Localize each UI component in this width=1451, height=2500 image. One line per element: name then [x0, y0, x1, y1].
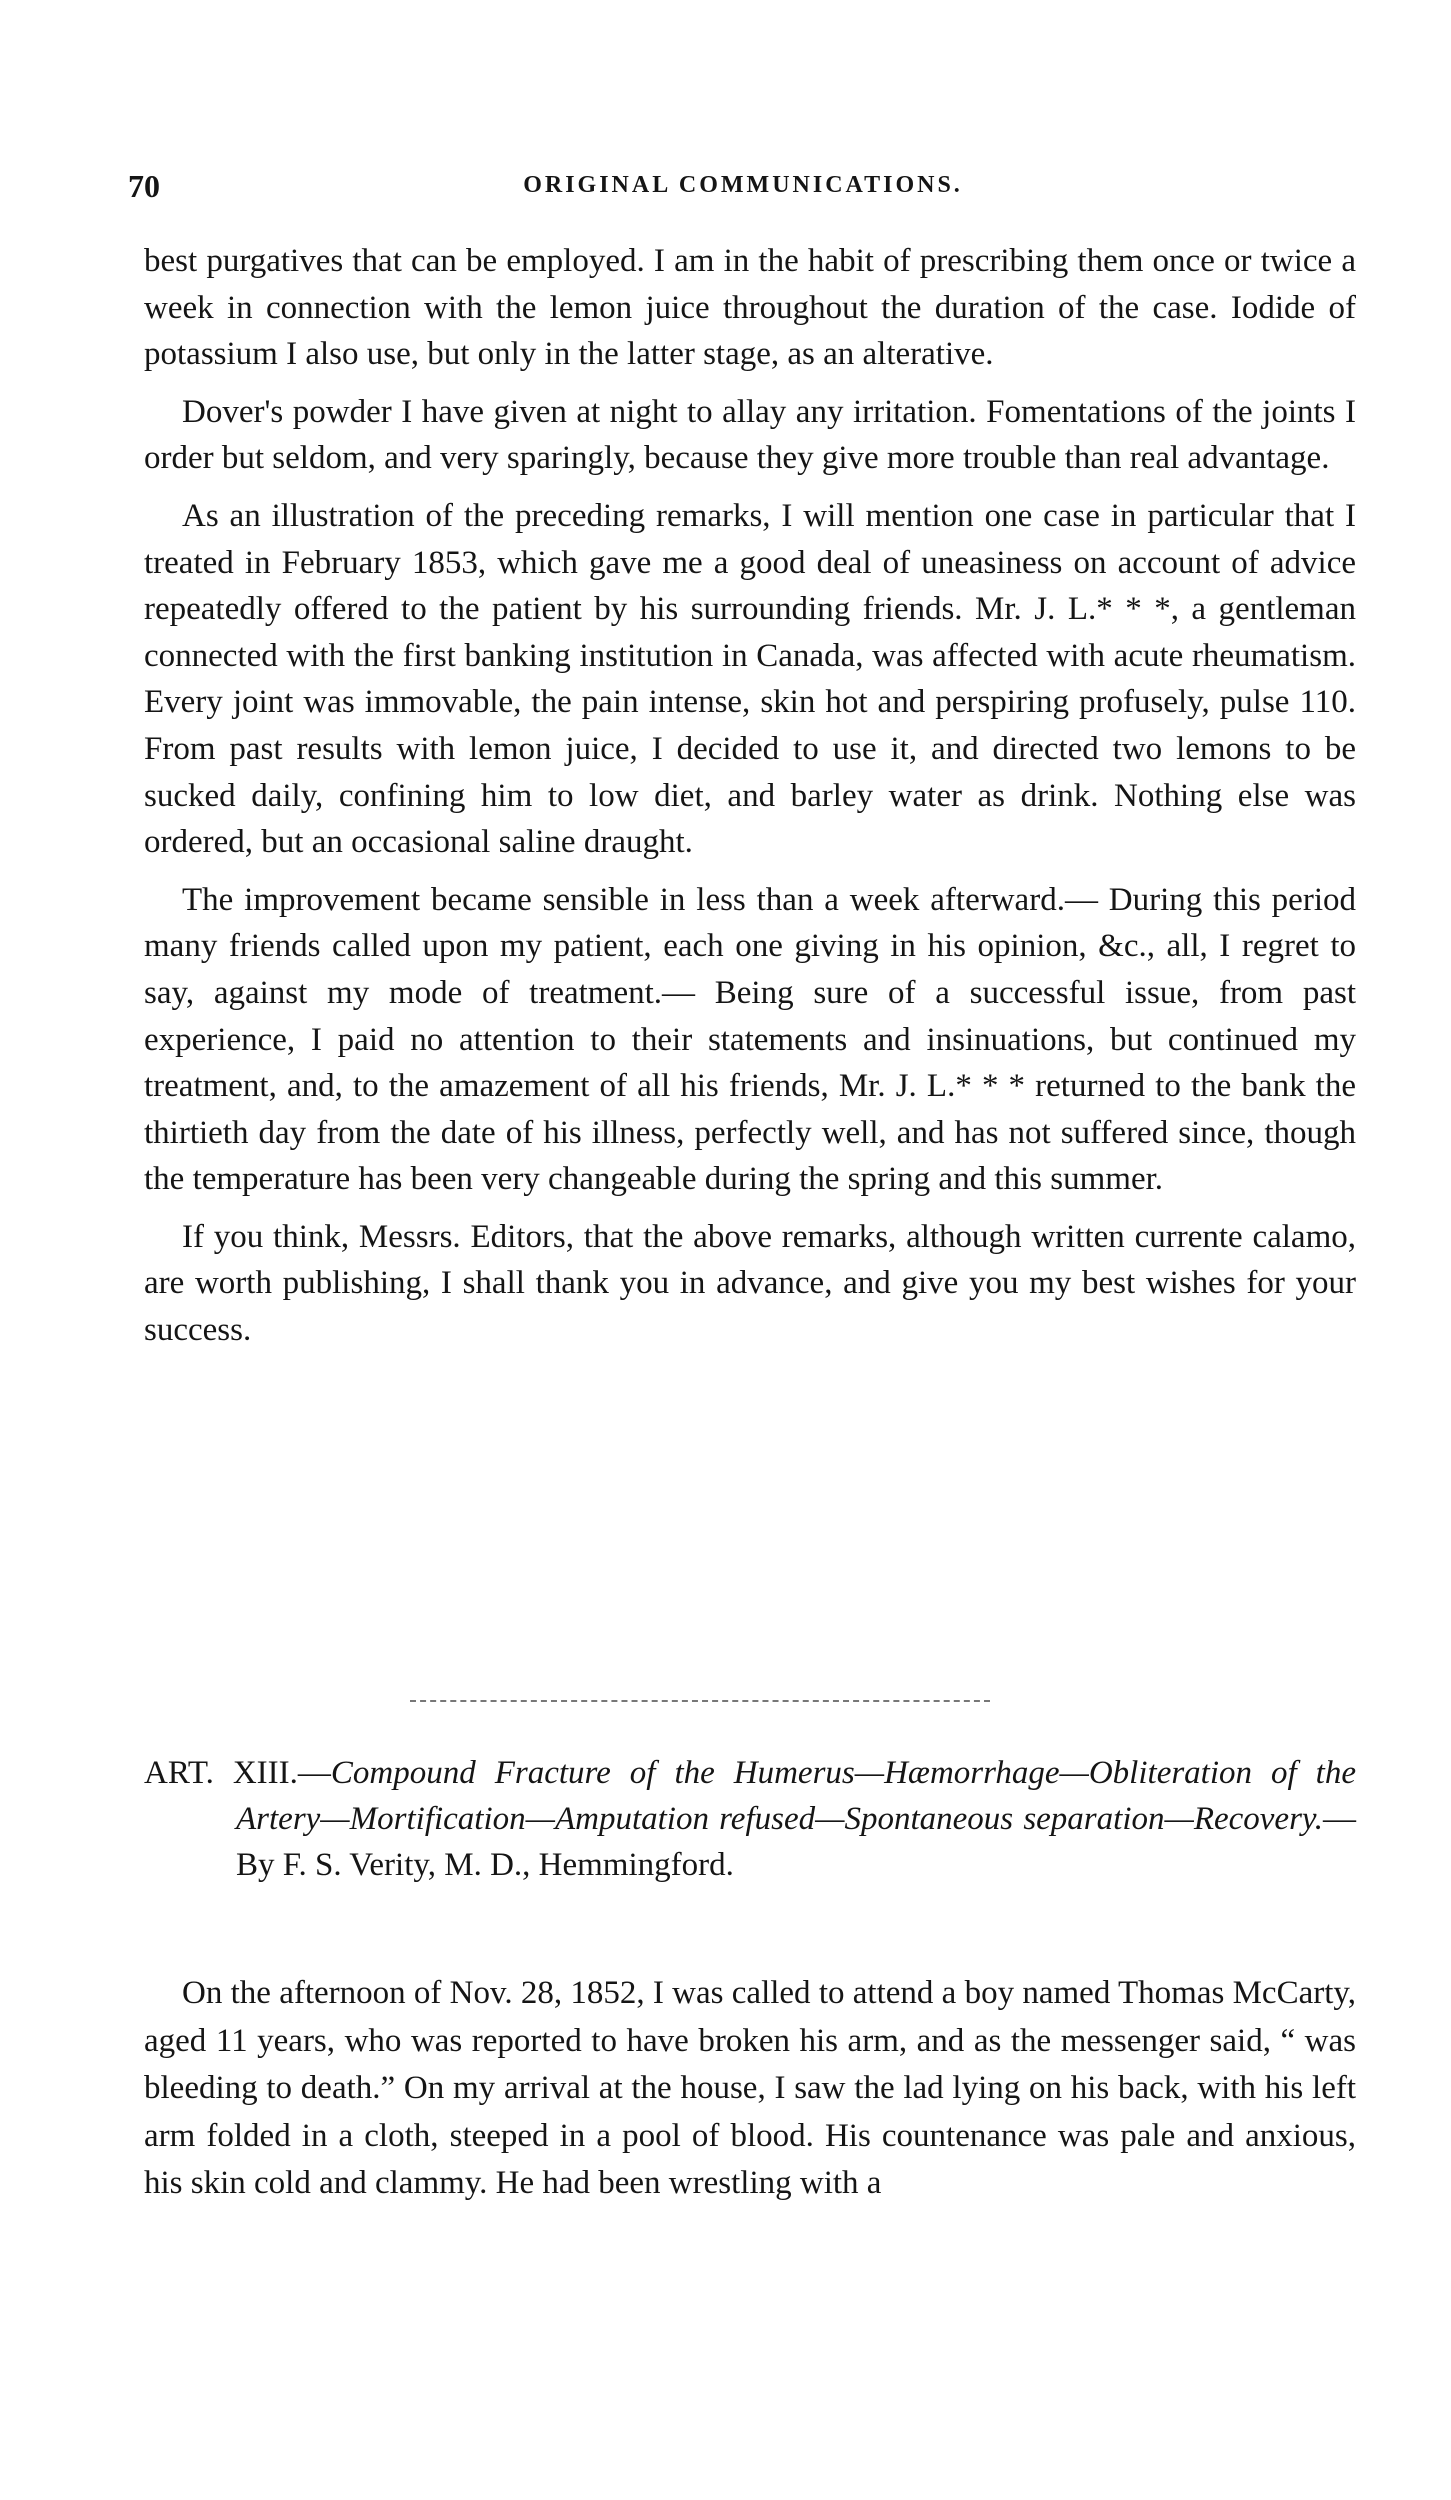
paragraph: best purgatives that can be employed. I am in the habit of prescribing them once or twice a week in connection with the lemon juice throughout the duration of the case. Iodide of potassium I also use, but only in the latter stage, as an alterative.	[144, 243, 1356, 373]
page-number: 70	[128, 168, 160, 204]
article-paragraph: On the afternoon of Nov. 28, 1852, I was called to attend a boy named Thomas McCarty, aged 11 years, who was reported to have broken his arm, and as the messenger said, “ was bleeding to death.” On my arrival at the house, I saw the lad lying on his back, with his left arm folded in a cloth, steeped in a pool of blood. His countenance was pale and anxious, his skin cold and clammy. He had been wrestling with a	[144, 1975, 1356, 2201]
article-byline: —By F. S. Verity, M. D., Hemmingford.	[236, 1801, 1356, 1883]
paragraph: Dover's powder I have given at night to allay any irritation. Fomentations of the joints I order but seldom, and very sparingly, because they give more trouble than real advantage.	[144, 393, 1356, 477]
article-number: ART. XIII.—	[144, 1755, 331, 1791]
page-header	[128, 168, 1358, 212]
paragraph: If you think, Messrs. Editors, that the above remarks, although written currente calamo, are worth publishing, I shall thank you in advance, and give you my best wishes for your success.	[144, 1218, 1356, 1349]
section-divider	[410, 1700, 990, 1702]
main-text	[144, 238, 1356, 1365]
paragraph: As an illustration of the preceding remarks, I will mention one case in particular that I treated in February 1853, which gave me a good deal of uneasiness on account of advice repeatedly offered to the patient by his surrounding friends. Mr. J. L.* * *, a gentleman connected with the first banking institution in Canada, was affected with acute rheumatism. Every joint was immovable, the pain intense, skin hot and perspiring profusely, pulse 110. From past results with lemon juice, I decided to use it, and directed two lemons to be sucked daily, confining him to low diet, and barley water as drink. Nothing else was ordered, but an occasional saline draught.	[144, 497, 1356, 861]
article-title: Compound Fracture of the Humerus—Hæmorrhage—Obliteration of the Artery—Mortification—Amputation refused—Spontaneous separation—Recovery.	[236, 1755, 1356, 1837]
article-heading	[144, 1750, 1356, 1888]
running-head: ORIGINAL COMMUNICATIONS.	[523, 172, 963, 198]
paragraph: The improvement became sensible in less than a week afterward.— During this period many friends called upon my patient, each one giving in his opinion, &c., all, I regret to say, against my mode of treatment.— Being sure of a successful issue, from past experience, I paid no attention to their statements and insinuations, but continued my treatment, and, to the amazement of all his friends, Mr. J. L.* * * returned to the bank the thirtieth day from the date of his illness, perfectly well, and has not suffered since, though the temperature has been very changeable during the spring and this summer.	[144, 881, 1356, 1198]
